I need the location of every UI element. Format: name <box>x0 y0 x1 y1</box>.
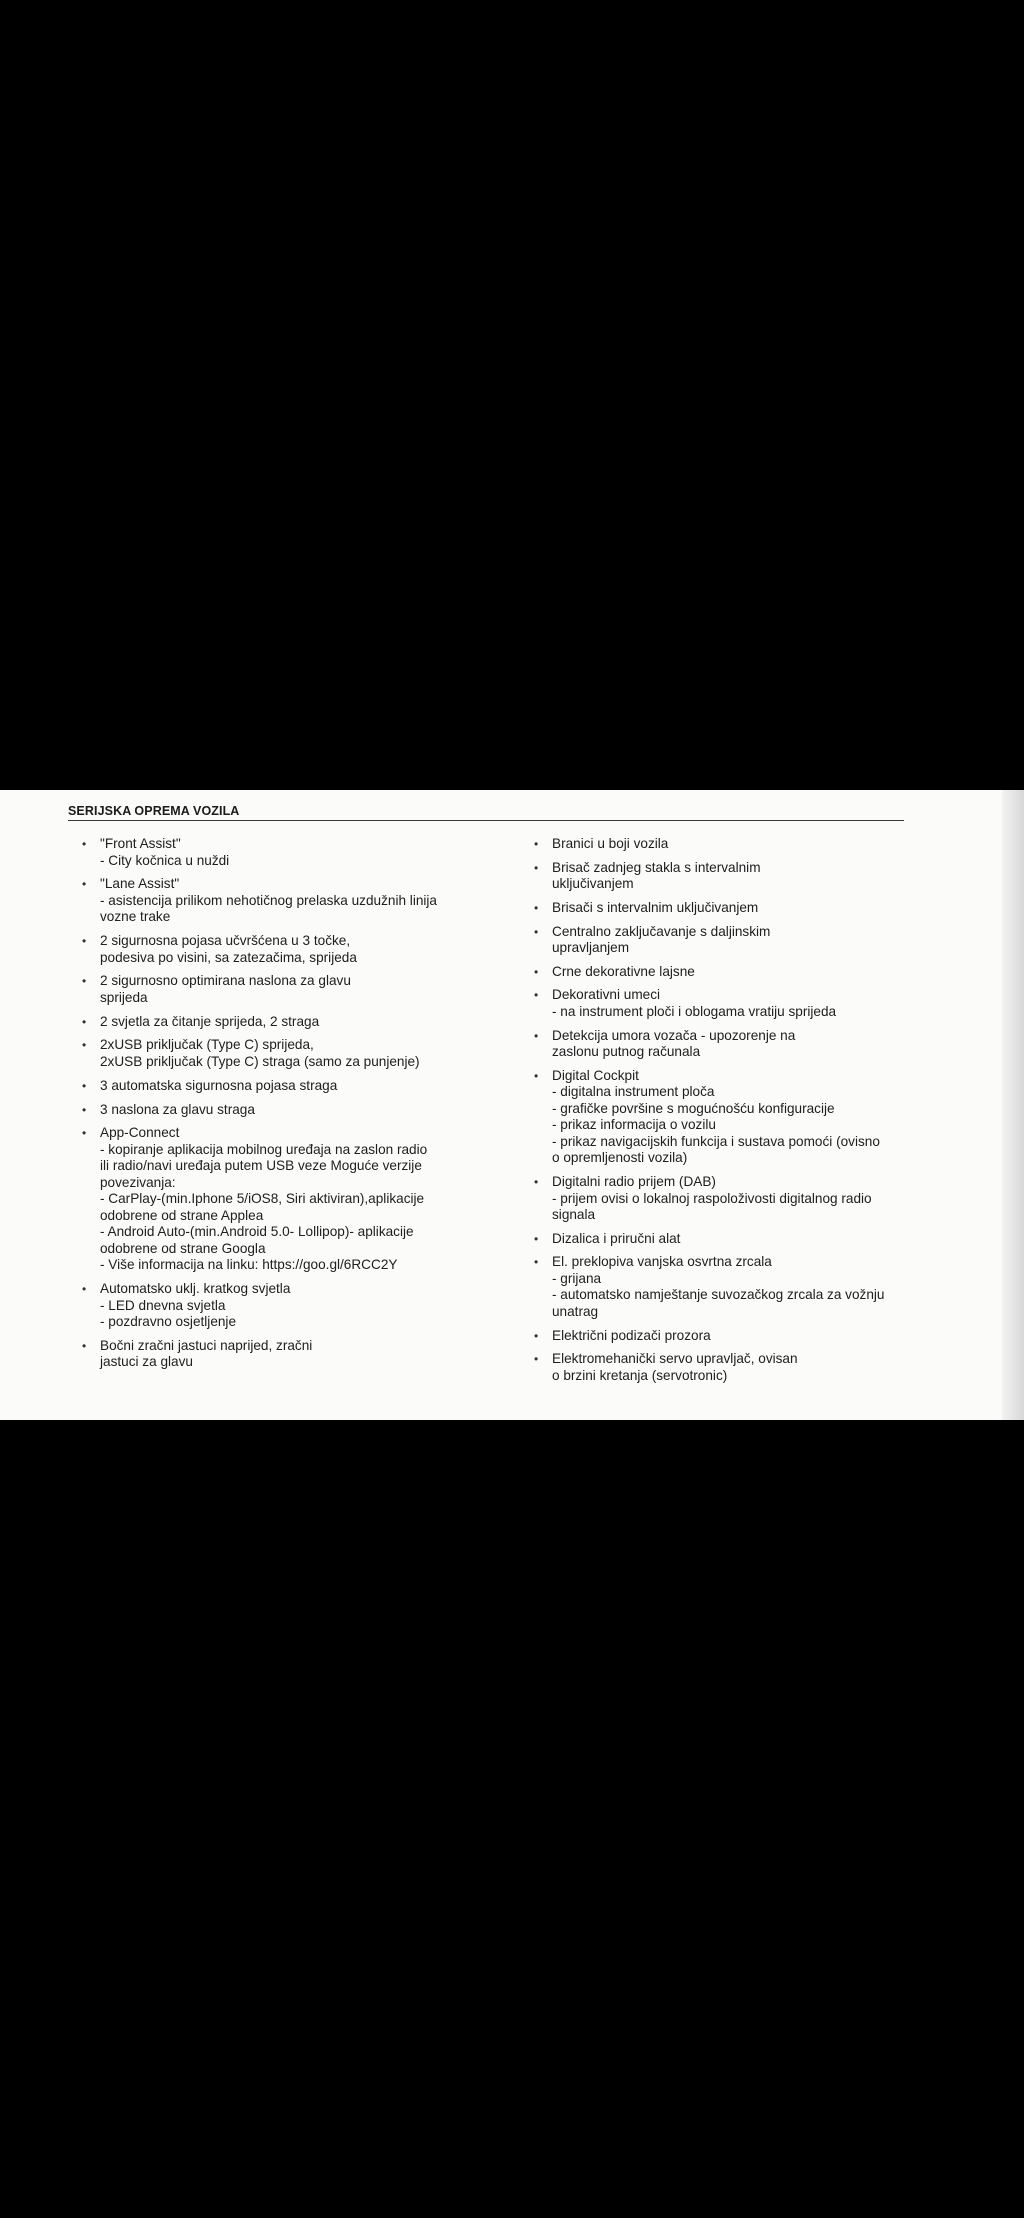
item-detail-line: - grafičke površine s mogućnošću konfiguracije <box>552 1100 835 1116</box>
item-title: • Brisači s intervalnim uključivanjem <box>552 899 759 915</box>
item-title: • Automatsko uklj. kratkog svjetla <box>100 1281 291 1297</box>
list-item <box>82 836 462 869</box>
item-detail-line: sprijeda <box>100 989 148 1005</box>
list-item <box>82 1078 462 1095</box>
list-item <box>534 1068 914 1167</box>
list-item <box>534 964 914 981</box>
list-item <box>534 860 914 893</box>
document-page <box>0 790 1024 1420</box>
list-item <box>534 1028 914 1061</box>
item-detail-line: uključivanjem <box>552 876 634 892</box>
list-item <box>82 1037 462 1070</box>
item-detail-line: - na instrument ploči i oblogama vratiju sprijeda <box>552 1003 837 1019</box>
item-title: • Bočni zračni jastuci naprijed, zračni <box>100 1337 313 1353</box>
item-detail-line: - CarPlay-(min.Iphone 5/iOS8, Siri aktiviran),aplikacije <box>100 1191 425 1207</box>
item-title: • El. preklopiva vanjska osvrtna zrcala <box>552 1254 772 1270</box>
right-column-list <box>534 836 914 1391</box>
list-item <box>534 1231 914 1248</box>
item-title: • App-Connect <box>100 1125 180 1141</box>
item-title: • Branici u boji vozila <box>552 836 669 851</box>
item-title: • Brisač zadnjeg stakla s intervalnim <box>552 859 761 875</box>
list-item <box>534 1254 914 1320</box>
item-detail-line: - prikaz informacija o vozilu <box>552 1117 716 1133</box>
item-detail-line: o brzini kretanja (servotronic) <box>552 1367 728 1383</box>
list-item <box>82 1125 462 1274</box>
item-detail-line: podesiva po visini, sa zatezačima, sprijeda <box>100 949 357 965</box>
item-title: • 2 sigurnosno optimirana naslona za glavu <box>100 973 351 989</box>
item-detail-line: - digitalna instrument ploča <box>552 1084 715 1100</box>
list-item <box>534 924 914 957</box>
item-title: • Električni podizači prozora <box>552 1327 711 1343</box>
item-detail-line: ili radio/navi uređaja putem USB veze Moguće verzije <box>100 1158 422 1174</box>
list-item <box>82 973 462 1006</box>
item-title: • 2xUSB priključak (Type C) sprijeda, <box>100 1037 314 1053</box>
item-detail-line: upravljanjem <box>552 940 630 956</box>
left-column-list <box>82 836 462 1378</box>
item-detail-line: - City kočnica u nuždi <box>100 852 230 868</box>
item-title: • 3 automatska sigurnosna pojasa straga <box>100 1077 338 1093</box>
list-item <box>82 1338 462 1371</box>
item-detail-line: - prijem ovisi o lokalnoj raspoloživosti digitalnog radio <box>552 1190 872 1206</box>
heading-rule <box>68 820 904 821</box>
list-item <box>534 1174 914 1224</box>
list-item <box>534 836 914 853</box>
item-title: • Digital Cockpit <box>552 1067 639 1083</box>
list-item <box>534 1351 914 1384</box>
item-detail-line: o opremljenosti vozila) <box>552 1150 688 1166</box>
item-title: • 3 naslona za glavu straga <box>100 1101 255 1117</box>
item-detail-line: odobrene od strane Googla <box>100 1240 266 1256</box>
item-title: • Dizalica i priručni alat <box>552 1230 681 1246</box>
item-title: • "Lane Assist" <box>100 876 180 892</box>
document-heading: SERIJSKA OPREMA VOZILA <box>68 804 240 818</box>
item-detail-line: povezivanja: <box>100 1174 176 1190</box>
item-title: • Detekcija umora vozača - upozorenje na <box>552 1027 796 1043</box>
item-title: • 2 svjetla za čitanje sprijeda, 2 straga <box>100 1013 320 1029</box>
list-item <box>534 900 914 917</box>
page-edge-shadow <box>1002 790 1024 1420</box>
list-item <box>82 1014 462 1031</box>
item-detail-line: - asistencija prilikom nehotičnog prelaska uzdužnih linija <box>100 892 437 908</box>
item-detail-line: - automatsko namještanje suvozačkog zrcala za vožnju <box>552 1287 885 1303</box>
list-item <box>82 1281 462 1331</box>
item-detail-line: - pozdravno osjetljenje <box>100 1314 237 1330</box>
list-item <box>534 1328 914 1345</box>
item-title: • Digitalni radio prijem (DAB) <box>552 1174 716 1189</box>
item-title: • "Front Assist" <box>100 836 181 851</box>
item-detail-line: - grijana <box>552 1270 602 1286</box>
item-detail-line: - LED dnevna svjetla <box>100 1297 226 1313</box>
list-item <box>82 1102 462 1119</box>
item-detail-line: - kopiranje aplikacija mobilnog uređaja na zaslon radio <box>100 1141 428 1157</box>
item-title: • 2 sigurnosna pojasa učvršćena u 3 točke, <box>100 933 351 949</box>
item-detail-line: - prikaz navigacijskih funkcija i sustava pomoći (ovisno <box>552 1133 880 1149</box>
item-title: • Crne dekorativne lajsne <box>552 963 695 979</box>
item-detail-line: signala <box>552 1207 596 1222</box>
list-item <box>82 876 462 926</box>
item-detail-line: 2xUSB priključak (Type C) straga (samo za punjenje) <box>100 1053 420 1069</box>
item-title: • Centralno zaključavanje s daljinskim <box>552 923 771 939</box>
item-detail-line: - Android Auto-(min.Android 5.0- Lollipop)- aplikacije <box>100 1224 414 1240</box>
item-detail-line: zaslonu putnog računala <box>552 1044 701 1060</box>
item-title: • Elektromehanički servo upravljač, ovisan <box>552 1351 798 1367</box>
item-detail-line: jastuci za glavu <box>100 1354 193 1370</box>
list-item <box>534 987 914 1020</box>
item-title: • Dekorativni umeci <box>552 987 661 1003</box>
item-detail-line: vozne trake <box>100 909 171 925</box>
item-detail-line: - Više informacija na linku: https://goo.gl/6RCC2Y <box>100 1257 398 1273</box>
list-item <box>82 933 462 966</box>
item-detail-line: unatrag <box>552 1303 599 1319</box>
item-detail-line: odobrene od strane Applea <box>100 1207 264 1223</box>
